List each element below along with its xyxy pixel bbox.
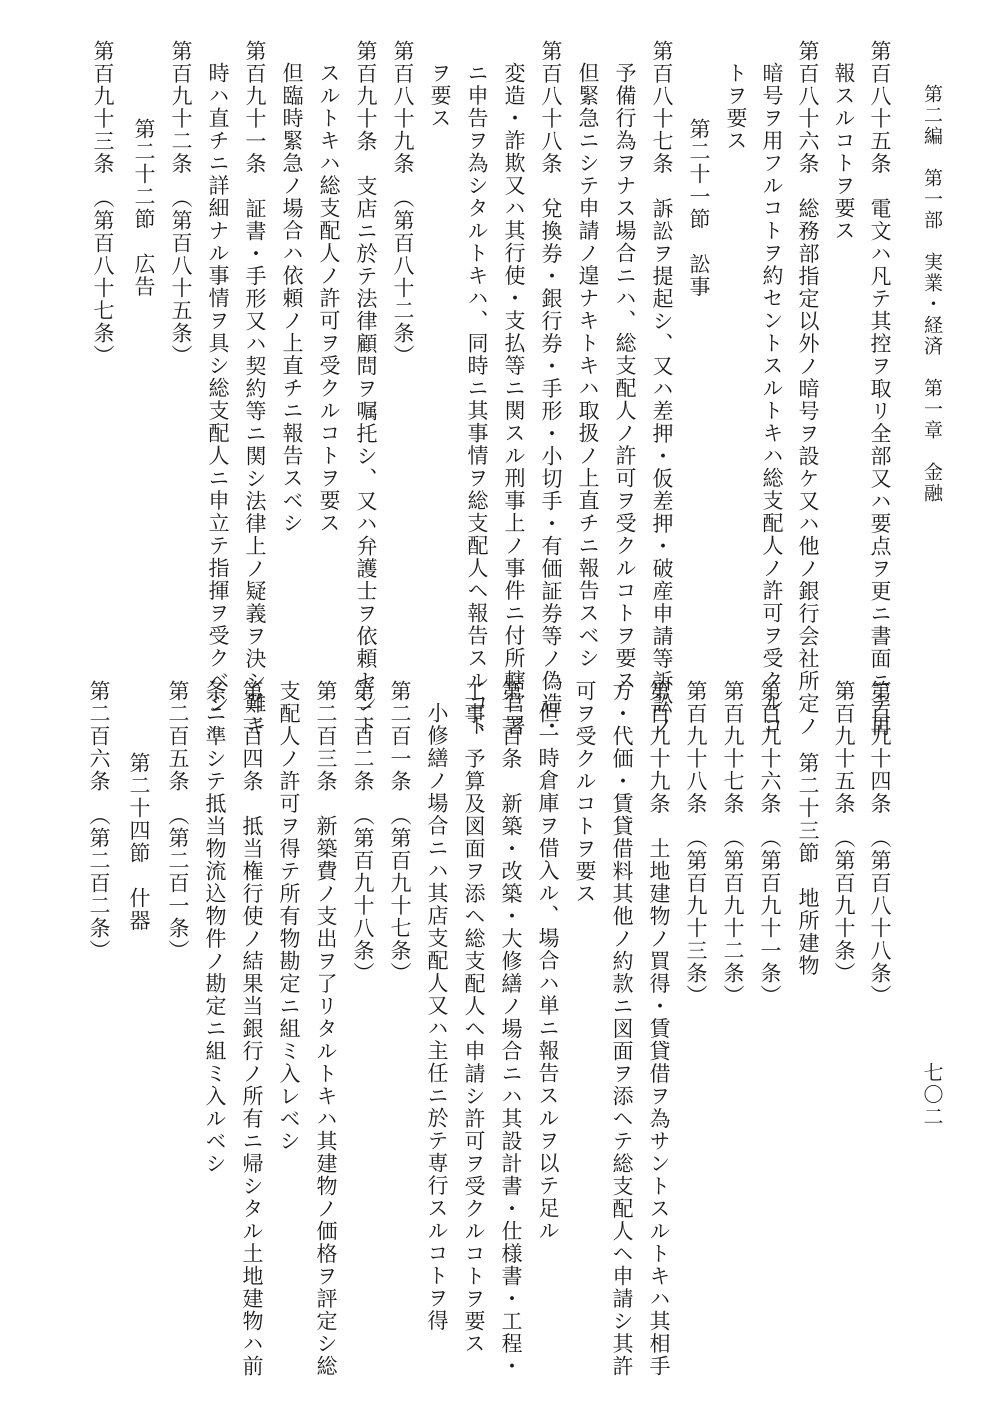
article-line: 第二百条 新築・改築・大修繕ノ場合ニハ其設計書・仕様書・工程・: [499, 680, 523, 1378]
article-line: 第百八十九条 （第百八十二条）: [391, 40, 415, 367]
article-line: 但臨時緊急ノ場合ハ依頼ノ上直チニ報告スベシ: [280, 62, 304, 535]
article-line: 報スルコトヲ要ス: [832, 62, 856, 242]
article-line: トヲ要ス: [724, 62, 748, 152]
article-line: ヲ要ス: [428, 62, 452, 130]
page-number: 七〇二: [920, 1062, 944, 1128]
article-line: 第百八十五条 電文ハ凡テ其控ヲ取リ全部又ハ要点ヲ更ニ書面ニテ再: [868, 40, 892, 738]
article-line: 第二百六条 （第二百二条）: [87, 680, 111, 962]
article-line: 予備行為ヲナス場合ニハ、総支配人ノ許可ヲ受クルコトヲ要ス: [613, 62, 637, 692]
article-line: 第百九十九条 土地建物ノ買得・賃貸借ヲ為サントスルトキハ其相手: [647, 680, 671, 1378]
section-heading: 第二十二節 広告: [132, 118, 156, 298]
article-line: 変造・詐欺又ハ其行使・支払等ニ関スル刑事上ノ事件ニ付所轄官署: [502, 62, 526, 737]
article-line: 条ニ準シテ抵当物流込物件ノ勘定ニ組ミ入ルベシ: [203, 680, 227, 1175]
article-line: 第二百三条 新築費ノ支出ヲ了リタルトキハ其建物ノ価格ヲ評定シ総: [314, 680, 338, 1378]
article-line: 第百九十六条 （第百九十一条）: [758, 680, 782, 1007]
article-line: 時ハ直チニ詳細ナル事情ヲ具シ総支配人ニ申立テ指揮ヲ受クベシ: [206, 62, 230, 715]
article-line: 第百九十三条 （第百八十七条）: [91, 40, 115, 367]
article-line: 第二百四条 抵当権行使ノ結果当銀行ノ所有ニ帰シタル土地建物ハ前: [240, 680, 264, 1378]
section-heading: 第二十三節 地所建物: [796, 752, 820, 977]
article-line: 第百九十八条 （第百九十三条）: [684, 680, 708, 1007]
section-heading: 第二十四節 什器: [127, 752, 151, 932]
section-heading: 第二十一節 訟事: [687, 118, 711, 298]
article-line: 暗号ヲ用フルコトヲ約セントスルトキハ総支配人ノ許可ヲ受クルコ: [760, 62, 784, 737]
article-line: スルトキハ総支配人ノ許可ヲ受クルコトヲ要ス: [317, 62, 341, 535]
article-line: 第百八十六条 総務部指定以外ノ暗号ヲ設ケ又ハ他ノ銀行会社所定ノ: [796, 40, 820, 738]
article-line: 第百九十一条 証書・手形又ハ契約等ニ関シ法律上ノ疑義ヲ決シ難キ: [243, 40, 267, 738]
article-line: 第二百一条 （第百九十七条）: [388, 680, 412, 985]
article-line: 但緊急ニシテ申請ノ遑ナキトキハ取扱ノ上直チニ報告スベシ: [576, 62, 600, 670]
article-line: 但一時倉庫ヲ借入ル、場合ハ単ニ報告スルヲ以テ足ル: [536, 702, 560, 1242]
article-line: 第百八十八条 兌換券・銀行券・手形・小切手・有価証券等ノ偽造・: [539, 40, 563, 738]
article-line: 可ヲ受クルコトヲ要ス: [573, 680, 597, 905]
article-line: 第百九十条 支店ニ於テ法律顧問ヲ嘱托シ、又ハ弁護士ヲ依頼セント: [354, 40, 378, 738]
article-line: 第百九十五条 （第百九十条）: [832, 680, 856, 985]
article-line: ニ申告ヲ為シタルトキハ、同時ニ其事情ヲ総支配人ヘ報告スルコト: [465, 62, 489, 737]
article-line: 第百九十七条 （第百九十二条）: [721, 680, 745, 1007]
running-head: 第二編 第一部 実業・経済 第一章 金融: [921, 84, 943, 504]
article-line: 第百九十二条 （第百八十五条）: [169, 40, 193, 367]
article-line: 第百八十七条 訴訟ヲ提起シ、又ハ差押・仮差押・破産申請等訴訟ノ: [650, 40, 674, 738]
article-line: 工事、予算及図面ヲ添ヘ総支配人ヘ申請シ許可ヲ受クルコトヲ要ス: [462, 680, 486, 1355]
article-line: 第二百二条 （第百九十八条）: [351, 680, 375, 985]
article-line: 支配人ノ許可ヲ得テ所有物勘定ニ組ミ入レベシ: [277, 680, 301, 1153]
article-line: 第二百五条 （第二百一条）: [166, 680, 190, 962]
article-line: 方・代価・賃貸借料其他ノ約款ニ図面ヲ添ヘテ総支配人ヘ申請シ其許: [610, 680, 634, 1378]
article-line: 小修繕ノ場合ニハ其店支配人又ハ主任ニ於テ専行スルコトヲ得: [425, 702, 449, 1332]
article-line: 第百九十四条 （第百八十八条）: [868, 680, 892, 1007]
